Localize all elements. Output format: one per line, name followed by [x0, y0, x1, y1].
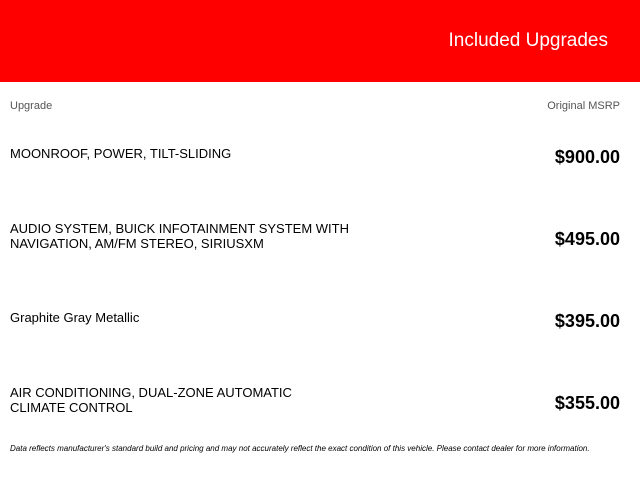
upgrade-name: MOONROOF, POWER, TILT-SLIDING — [10, 146, 232, 161]
upgrade-price: $900.00 — [554, 147, 620, 167]
upgrade-column-header: Upgrade — [10, 100, 53, 112]
upgrade-price: $395.00 — [554, 311, 620, 331]
header-banner — [0, 0, 640, 82]
upgrade-name: AUDIO SYSTEM, BUICK INFOTAINMENT SYSTEM WITH NAVIGATION, AM/FM STEREO, SIRIUSXM — [10, 221, 349, 251]
upgrade-price: $495.00 — [554, 229, 620, 249]
upgrade-name: Graphite Gray Metallic — [10, 310, 140, 325]
msrp-column-header: Original MSRP — [547, 100, 620, 112]
upgrade-price: $355.00 — [554, 393, 620, 413]
page-title: Included Upgrades — [448, 30, 608, 51]
upgrade-name: AIR CONDITIONING, DUAL-ZONE AUTOMATIC CLIMATE CONTROL — [10, 385, 292, 415]
disclaimer-text: Data reflects manufacturer's standard build and pricing and may not accurately reflect the exact condition of this vehicle. Please contact dealer for more information. — [10, 444, 590, 453]
